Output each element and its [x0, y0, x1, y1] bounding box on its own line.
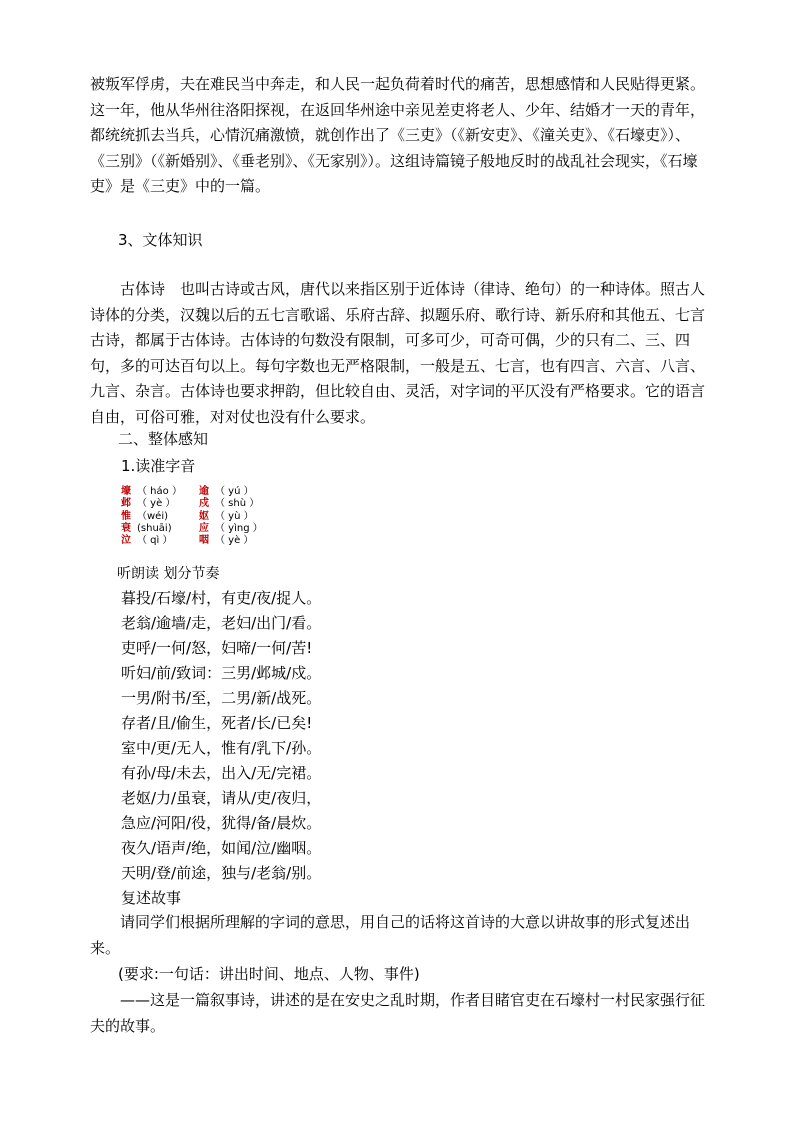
- poem-line: 老翁/逾墙/走，老妇/出门/看。: [121, 614, 322, 632]
- poem-line: 有孙/母/未去，出入/无/完裙。: [121, 764, 322, 782]
- poem-line: 听妇/前/致词：三男/邺城/戍。: [121, 664, 322, 682]
- poem-line: 吏呼/一何/怒，妇啼/一何/苦!: [121, 639, 313, 657]
- pronunciation-item: 邺 （ yè ）: [121, 498, 176, 510]
- retell-heading: 复述故事: [121, 889, 182, 907]
- poem-line: 暮投/石壕/村，有吏/夜/捉人。: [121, 589, 322, 607]
- pronunciation-item: 衰 (shuāi): [121, 522, 172, 534]
- poem-line: 老妪/力/虽衰，请从/吏/夜归，: [121, 789, 322, 807]
- poem-line: 一男/附书/至，二男/新/战死。: [121, 689, 322, 707]
- intro-paragraph: 被叛军俘虏，夫在难民当中奔走，和人民一起负荷着时代的痛苦，思想感情和人民贴得更紧。这一年，他从华州往洛阳探视，在返回华州途中亲见差吏将老人、少年、结婚才一天的青年，都统统抓去当兵，心情沉痛激愤，就创作出了《三吏》（《新安吏》、《潼关吏》、《石壕吏》）、《三别》（《新婚别》、《垂老别》、《无家别》）。这组诗篇镜子般地反时的战乱社会现实，《石壕吏》是《三吏》中的一篇。: [90, 75, 706, 195]
- retell-instruction: 请同学们根据所理解的字词的意思，用自己的话将这首诗的大意以讲故事的形式复述出来。: [90, 913, 691, 957]
- reading-heading: 1.读准字音: [121, 457, 196, 475]
- section-3-heading: 3、文体知识: [118, 231, 203, 249]
- pronunciation-item: 惟 （wéi): [121, 510, 169, 522]
- pronunciation-right-column: [199, 486, 263, 547]
- poem-line: 夜久/语声/绝，如闻/泣/幽咽。: [121, 839, 322, 857]
- pronunciation-left-column: [121, 486, 182, 547]
- poem-line: 存者/且/偷生，死者/长/已矣!: [121, 714, 313, 732]
- pronunciation-item: 壕 （ háo ）: [121, 486, 182, 497]
- requirement-text: (要求:一句话：讲出时间、地点、人物、事件): [118, 965, 420, 983]
- poem-line: 室中/更/无人，惟有/乳下/孙。: [121, 739, 322, 757]
- pronunciation-item: 妪 （ yù ）: [199, 510, 254, 522]
- pronunciation-item: 泣 （ qì ）: [121, 535, 173, 547]
- pronunciation-item: 逾 （ yú ）: [199, 486, 254, 497]
- poem-lines: [121, 586, 321, 886]
- rhythm-heading: 听朗读 划分节奏: [117, 566, 220, 582]
- pronunciation-item: 应 （ yìng ）: [199, 522, 263, 534]
- part-2-heading: 二、整体感知: [118, 430, 209, 448]
- poem-line: 天明/登/前途，独与/老翁/别。: [121, 864, 322, 882]
- genre-paragraph: 古体诗 也叫古诗或古风，唐代以来指区别于近体诗（律诗、绝句）的一种诗体。照古人诗体的分类，汉魏以后的五七言歌谣、乐府古辞、拟题乐府、歌行诗、新乐府和其他五、七言古诗，都属于古体诗。古体诗的句数没有限制，可多可少，可奇可偶，少的只有二、三、四句，多的可达百句以上。每句字数也无严格限制，一般是五、七言，也有四言、六言、八言、九言、杂言。古体诗也要求押韵，但比较自由、灵活，对字词的平仄没有严格要求。它的语言自由，可俗可雅，对对仗也没有什么要求。: [90, 280, 706, 426]
- pronunciation-item: 咽 （ yè ）: [199, 535, 254, 547]
- poem-line: 急应/河阳/役，犹得/备/晨炊。: [121, 814, 322, 832]
- pronunciation-item: 戍 （ shù ）: [199, 498, 260, 510]
- answer-text: ——这是一篇叙事诗，讲述的是在安史之乱时期，作者目睹官吏在石壕村一村民家强行征夫的故事。: [90, 991, 706, 1035]
